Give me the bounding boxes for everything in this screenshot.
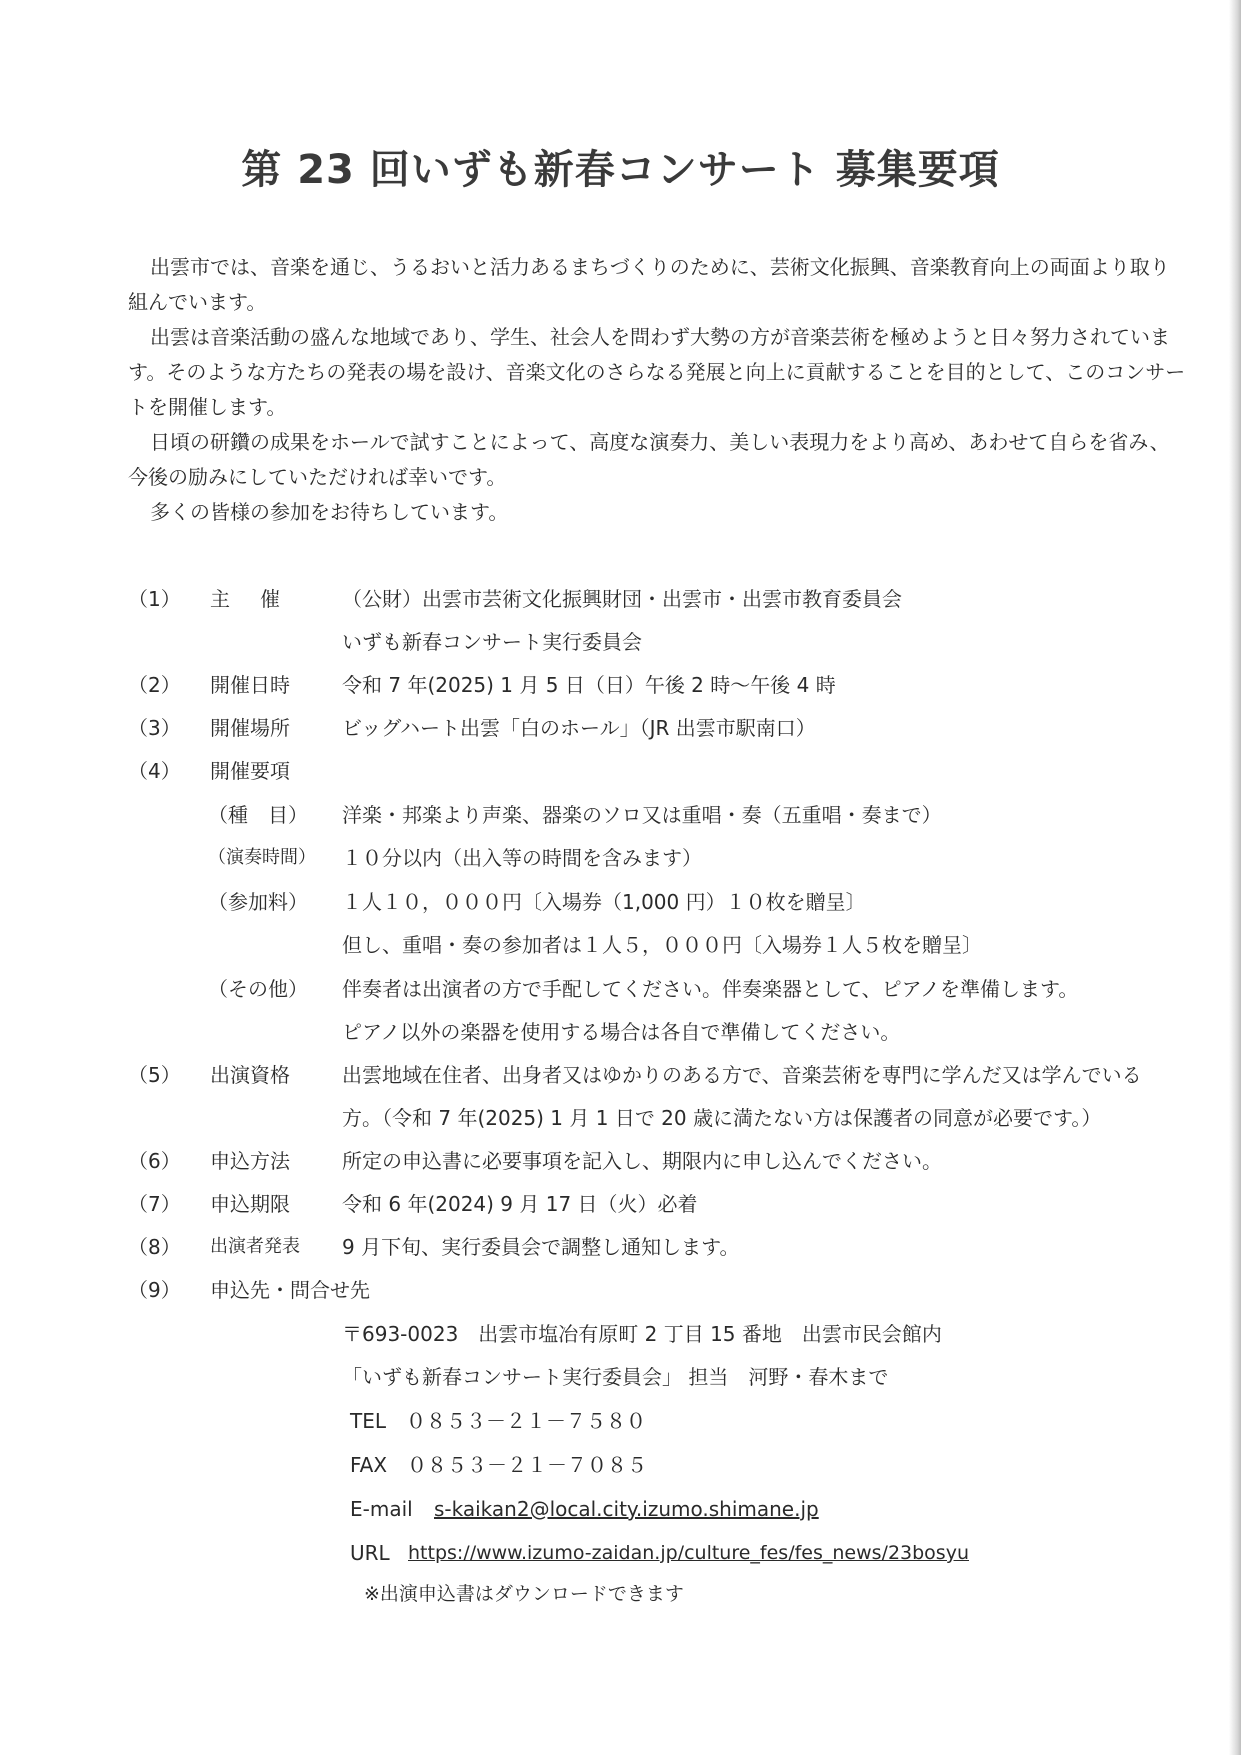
intro-text bbox=[128, 250, 1188, 530]
item-number: （9） bbox=[128, 1278, 181, 1302]
intro-paragraph: 出雲市では、音楽を通じ、うるおいと活力あるまちづくりのために、芸術文化振興、音楽教育向上の両面より取り組んでいます。 bbox=[128, 255, 1170, 314]
item-label: 出演資格 bbox=[210, 1063, 290, 1087]
detail-value: 但し、重唱・奏の参加者は１人５，０００円〔入場券１人５枚を贈呈〕 bbox=[342, 933, 982, 957]
item-value: ビッグハート出雲「白のホール」（JR 出雲市駅南口） bbox=[342, 716, 816, 740]
item-number: （5） bbox=[128, 1063, 181, 1087]
item-label: 出演者発表 bbox=[210, 1236, 300, 1257]
contact-tel-text: TEL ０８５３－２１－７５８０ bbox=[350, 1409, 646, 1433]
item-value: 方。（令和 7 年(2025) 1 月 1 日で 20 歳に満たない方は保護者の同意が必要です。） bbox=[342, 1106, 1102, 1130]
item-number: （2） bbox=[128, 673, 181, 697]
detail-label: （種 目） bbox=[208, 803, 308, 827]
intro-paragraph: 出雲は音楽活動の盛んな地域であり、学生、社会人を問わず大勢の方が音楽芸術を極めようと日々努力されています。そのような方たちの発表の場を設け、音楽文化のさらなる発展と向上に貢献することを目的として、このコンサートを開催します。 bbox=[128, 325, 1186, 419]
contact-address-text: 〒693-0023 出雲市塩冶有原町 2 丁目 15 番地 出雲市民会館内 bbox=[342, 1322, 942, 1346]
item-label: 申込先・問合せ先 bbox=[210, 1278, 370, 1302]
intro-paragraph: 日頃の研鑽の成果をホールで試すことによって、高度な演奏力、美しい表現力をより高め、あわせて自らを省み、今後の励みにしていただければ幸いです。 bbox=[128, 430, 1170, 489]
download-note: ※出演申込書はダウンロードできます bbox=[364, 1583, 684, 1605]
item-label: 開催要項 bbox=[210, 759, 290, 783]
contact-email-label: E-mail bbox=[350, 1497, 413, 1521]
contact-url-link[interactable]: https://www.izumo-zaidan.jp/culture_fes/fes_news/23bosyu bbox=[408, 1542, 969, 1564]
item-value: 令和 6 年(2024) 9 月 17 日（火）必着 bbox=[342, 1192, 698, 1216]
detail-value: １０分以内（出入等の時間を含みます） bbox=[342, 846, 702, 870]
intro-paragraph: 多くの皆様の参加をお待ちしています。 bbox=[150, 500, 509, 524]
detail-label: （その他） bbox=[208, 977, 308, 1001]
detail-value: 洋楽・邦楽より声楽、器楽のソロ又は重唱・奏（五重唱・奏まで） bbox=[342, 803, 942, 827]
contact-email-link[interactable]: s-kaikan2@local.city.izumo.shimane.jp bbox=[434, 1497, 819, 1521]
scan-edge-shadow bbox=[1229, 0, 1241, 1755]
item-label: 開催日時 bbox=[210, 673, 290, 697]
contact-fax-text: FAX ０８５３－２１－７０８５ bbox=[350, 1453, 648, 1477]
item-value: いずも新春コンサート実行委員会 bbox=[342, 630, 642, 654]
item-value: 所定の申込書に必要事項を記入し、期限内に申し込んでください。 bbox=[342, 1149, 942, 1173]
item-number: （4） bbox=[128, 759, 181, 783]
contact-url-label: URL bbox=[350, 1541, 390, 1565]
item-number: （8） bbox=[128, 1235, 181, 1259]
detail-label: （参加料） bbox=[208, 890, 308, 914]
item-number: （1） bbox=[128, 587, 181, 611]
item-label: 開催場所 bbox=[210, 716, 290, 740]
contact-org-text: 「いずも新春コンサート実行委員会」 担当 河野・春木まで bbox=[342, 1365, 889, 1389]
detail-value: ピアノ以外の楽器を使用する場合は各自で準備してください。 bbox=[342, 1020, 901, 1044]
item-number: （7） bbox=[128, 1192, 181, 1216]
detail-value: 伴奏者は出演者の方で手配してください。伴奏楽器として、ピアノを準備します。 bbox=[342, 977, 1079, 1001]
item-label: 申込期限 bbox=[210, 1192, 290, 1216]
item-number: （3） bbox=[128, 716, 181, 740]
item-value: 令和 7 年(2025) 1 月 5 日（日）午後 2 時～午後 4 時 bbox=[342, 673, 836, 697]
detail-label: （演奏時間） bbox=[208, 847, 316, 868]
item-label: 主催 bbox=[210, 587, 310, 611]
item-value: （公財）出雲市芸術文化振興財団・出雲市・出雲市教育委員会 bbox=[342, 587, 902, 611]
detail-value: １人１０，０００円〔入場券（1,000 円）１０枚を贈呈〕 bbox=[342, 890, 866, 914]
item-value: 出雲地域在住者、出身者又はゆかりのある方で、音楽芸術を専門に学んだ又は学んでいる bbox=[342, 1063, 1142, 1087]
item-label: 申込方法 bbox=[210, 1149, 290, 1173]
item-number: （6） bbox=[128, 1149, 181, 1173]
item-value: 9 月下旬、実行委員会で調整し通知します。 bbox=[342, 1235, 740, 1259]
page-title: 第 23 回いずも新春コンサート 募集要項 bbox=[241, 147, 1000, 193]
